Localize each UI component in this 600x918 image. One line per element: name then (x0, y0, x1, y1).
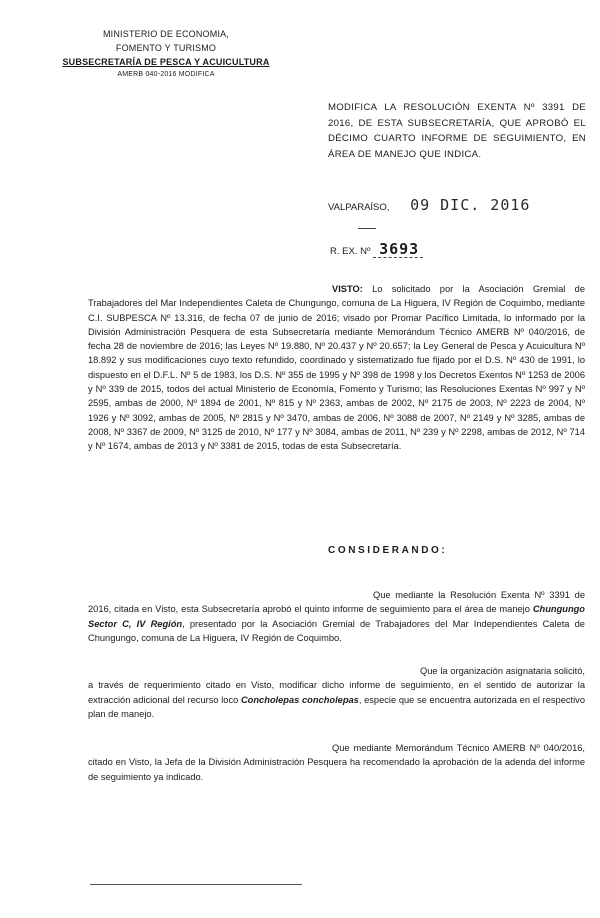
p2-text-a: Que la organización asignataria solicitó, a través de requerimiento citado en Visto, modificar dicho informe de seguimiento, en el sentido de autorizar la extracción adicional del recurso loco (88, 666, 585, 705)
date-stamp: 09 DIC. 2016 (410, 196, 531, 214)
document-title: MODIFICA LA RESOLUCIÓN EXENTA Nº 3391 DE 2016, DE ESTA SUBSECRETARÍA, QUE APROBÓ EL DÉCIMO CUARTO INFORME DE SEGUIMIENTO, EN ÁREA DE MANEJO QUE INDICA. (328, 102, 586, 160)
visto-paragraph (88, 282, 585, 454)
divider-mark (358, 228, 376, 229)
considerando-paragraph-2 (88, 664, 585, 721)
visto-text: Lo solicitado por la Asociación Gremial de Trabajadores del Mar Independientes Caleta de Chungungo, comuna de La Higuera, IV Región de Coquimbo, mediante C.I. SUBPESCA Nº 13.316, de fecha 07 de junio de 2016; visado por Promar Pacífico Limitada, lo informado por la División Administración Pesquera de esta Subsecretaría mediante Memorándum Técnico AMERB Nº 040/2016, de fecha 28 de noviembre de 2016; las Leyes Nº 19.880, Nº 20.437 y Nº 20.657; la Ley General de Pesca y Acuicultura Nº 18.892 y sus modificaciones cuyo texto refundido, coordinado y sistematizado fue fijado por el D.S. Nº 430 de 1991, lo dispuesto en el D.F.L. Nº 5 de 1983, los D.S. Nº 355 de 1995 y Nº 398 de 1998 y los Decretos Exentos Nº 1253 de 2006 y Nº 339 de 2015, todos del actual Ministerio de Economía, Fomento y Turismo; las Resoluciones Exentas Nº 997 y Nº 2595, ambas de 2000, Nº 1894 de 2001, Nº 815 y Nº 2363, ambas de 2002, Nº 2175 de 2003, Nº 2223 de 2004, Nº 1926 y Nº 3092, ambas de 2005, Nº 2815 y Nº 3470, ambas de 2006, Nº 3088 de 2007, Nº 2149 y Nº 3285, ambas de 2008, Nº 3367 de 2009, Nº 3125 de 2010, Nº 177 y Nº 3084, ambas de 2011, Nº 239 y Nº 2298, ambas de 2012, Nº 714 y Nº 1674, ambas de 2013 y Nº 3381 de 2015, todas de esta Subsecretaría. (88, 284, 585, 452)
resolution-number: 3693 (379, 240, 420, 258)
subsecretaria-heading: SUBSECRETARÍA DE PESCA Y ACUICULTURA (62, 57, 270, 67)
place-date-row (328, 196, 530, 214)
p2-text-c: , especie que se encuentra autorizada en el respectivo plan de manejo. (88, 694, 585, 719)
place-label: VALPARAÍSO, (328, 202, 390, 213)
considerando-heading: CONSIDERANDO: (328, 545, 448, 556)
document-reference: AMERB 040-2016 MODIFICA (117, 71, 215, 78)
p1-text-a: Que mediante la Resolución Exenta Nº 3391 de 2016, citada en Visto, esta Subsecretaría aprobó el quinto informe de seguimiento para el área de manejo (88, 590, 585, 615)
footer-rule (90, 884, 302, 885)
visto-heading: VISTO: (332, 284, 363, 294)
considerando-paragraph-3: Que mediante Memorándum Técnico AMERB Nº 040/2016, citado en Visto, la Jefa de la División Administración Pesquera ha recomendado la aprobación de la adenda del informe de seguimiento ya indicado. (88, 743, 585, 782)
resolution-row (330, 240, 423, 258)
p1-text-c: , presentado por la Asociación Gremial de Trabajadores del Mar Independientes Caleta de Chungungo, comuna de La Higuera, IV Región de Coquimbo. (88, 618, 585, 643)
resolution-label: R. EX. Nº (330, 246, 371, 257)
considerando-paragraph-1 (88, 588, 585, 645)
ministry-line-2: FOMENTO Y TURISMO (115, 43, 217, 53)
p1-area-name: Chungungo Sector C, IV Región (88, 604, 585, 629)
ministry-line-1: MINISTERIO DE ECONOMIA, (102, 29, 230, 39)
p2-species-name: Concholepas concholepas (240, 694, 359, 705)
